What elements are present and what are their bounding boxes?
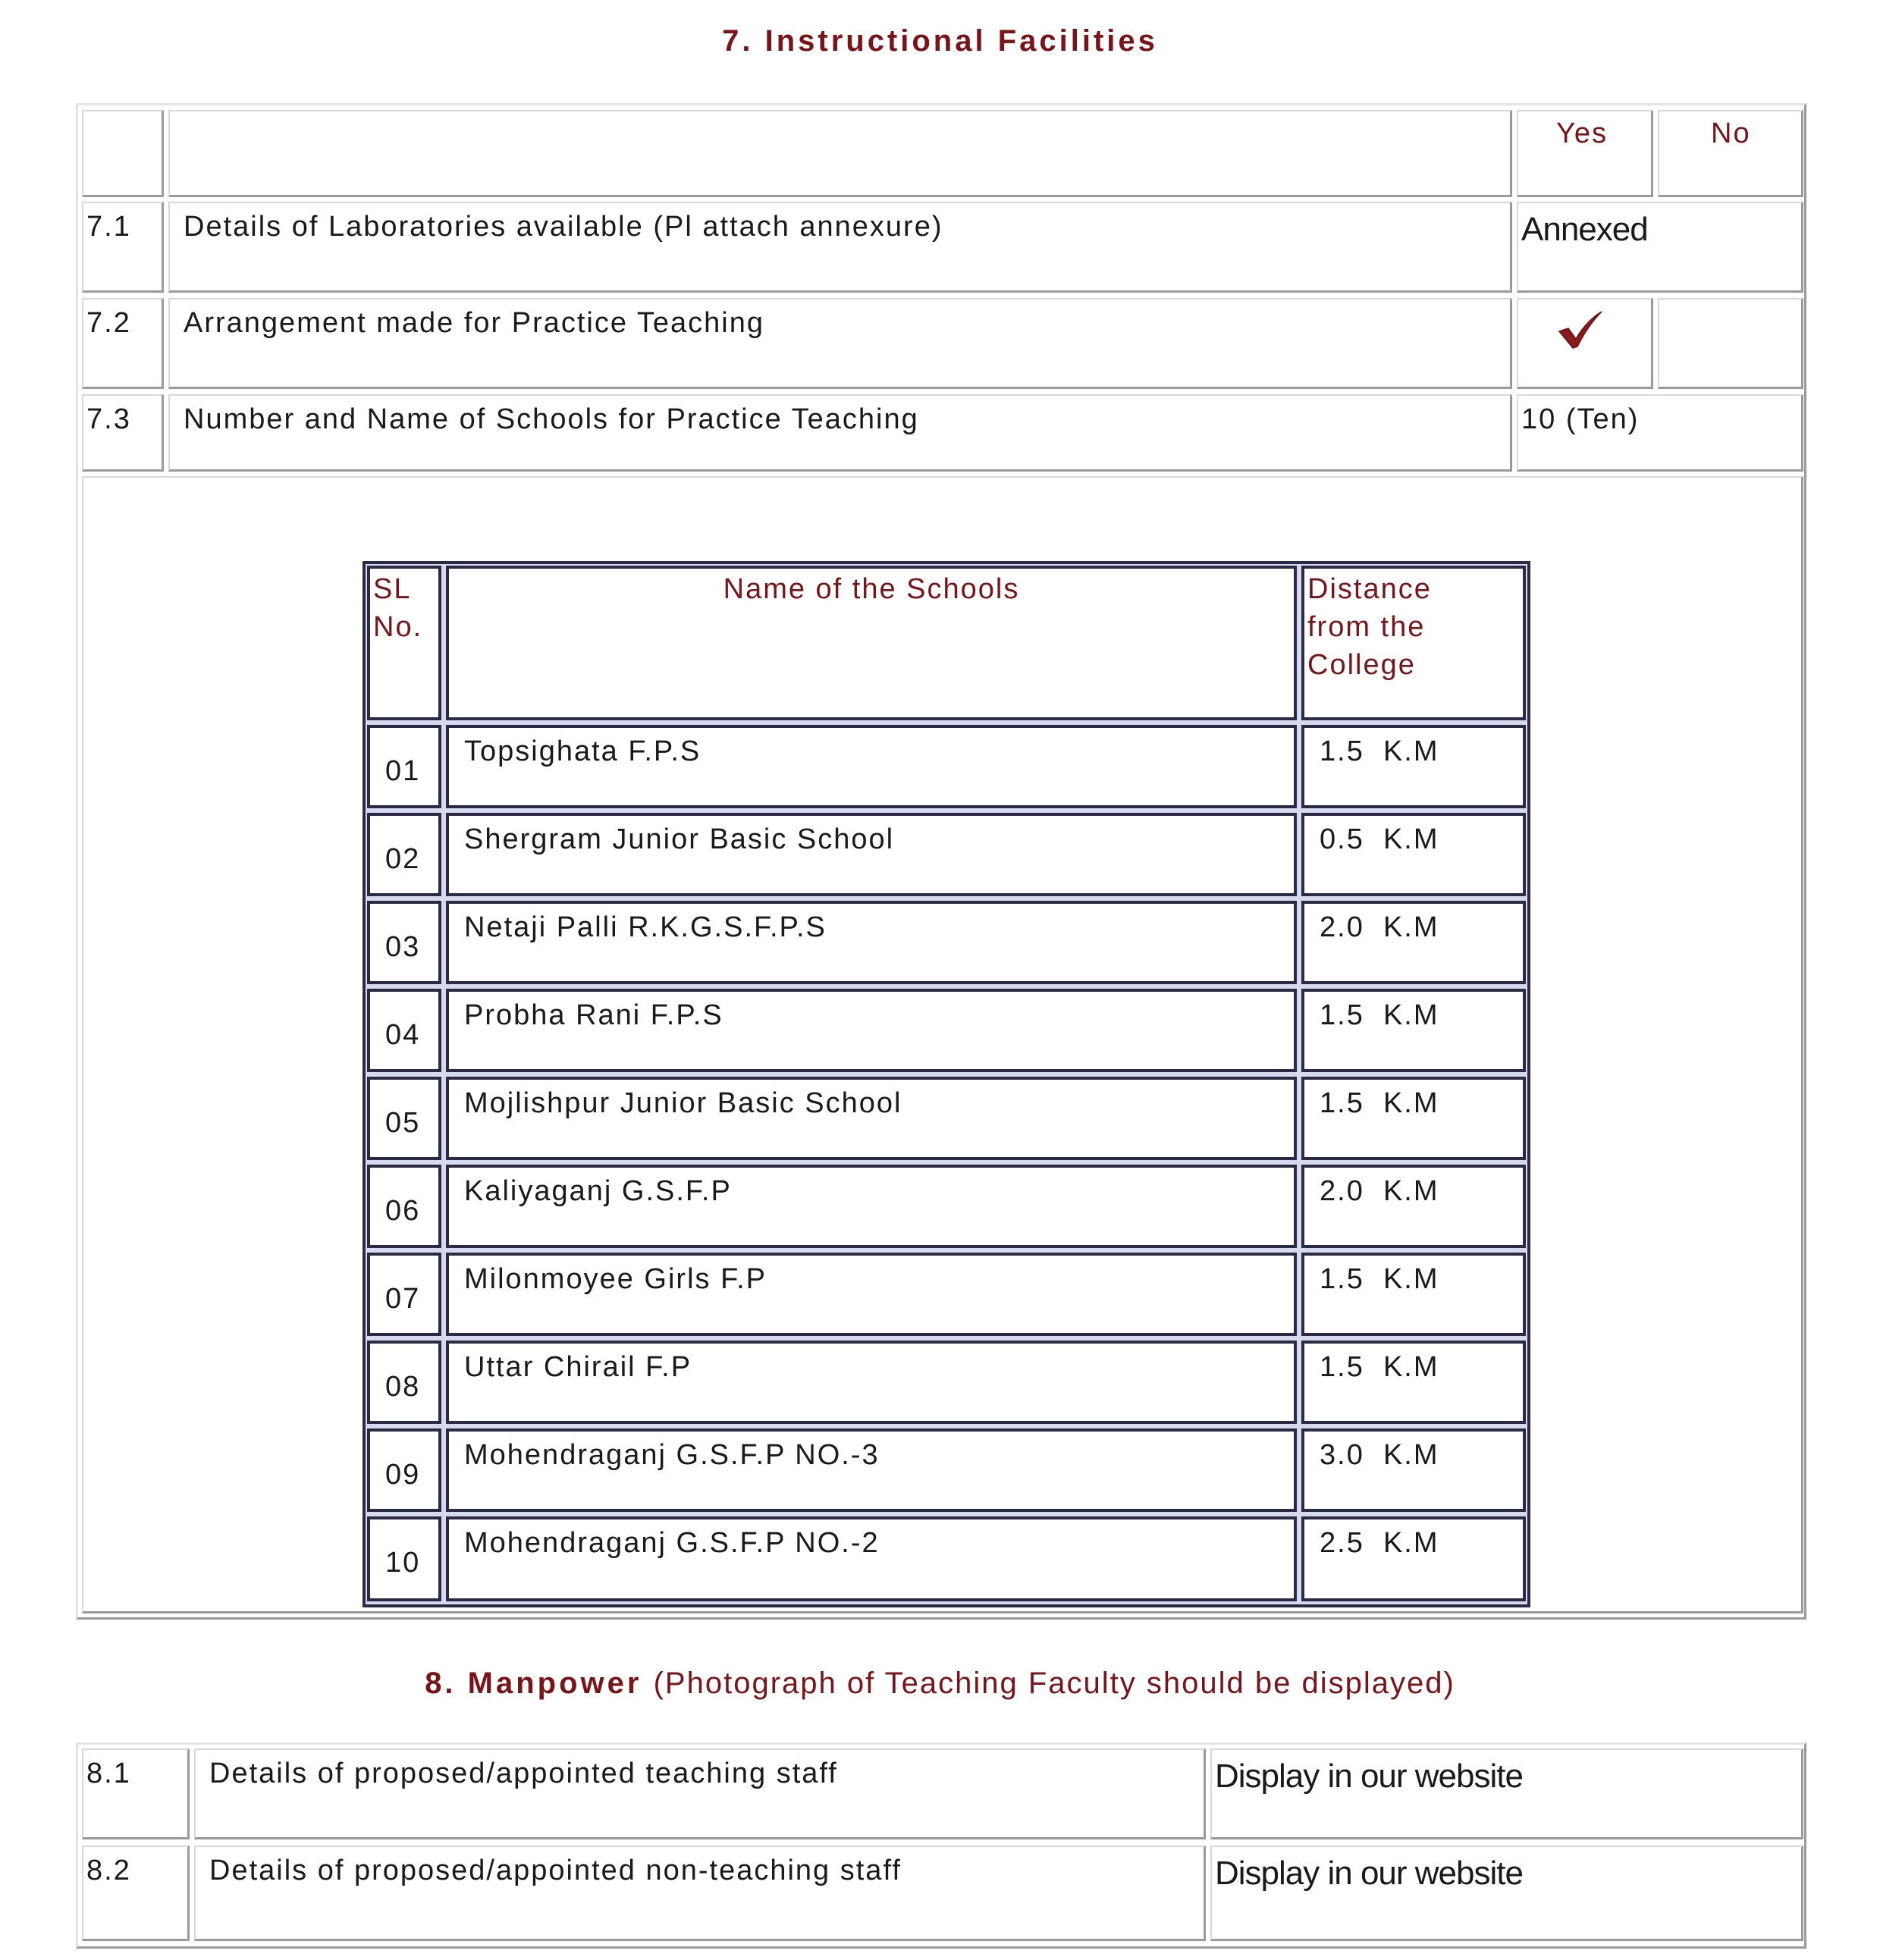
row-num: 7.3	[82, 394, 164, 472]
school-sl: 03	[367, 901, 441, 984]
header-empty-label	[168, 110, 1512, 197]
school-sl: 10	[367, 1516, 441, 1601]
header-no: No	[1658, 110, 1803, 197]
header-yes: Yes	[1517, 110, 1653, 197]
school-distance: 3.0 K.M	[1301, 1428, 1526, 1512]
section-7-title: 7. Instructional Facilities	[722, 24, 1158, 58]
school-name: Mohendraganj G.S.F.P NO.-3	[446, 1428, 1297, 1512]
school-distance: 2.5 K.M	[1301, 1516, 1526, 1601]
school-sl: 05	[367, 1077, 441, 1160]
section-8-title: 8. Manpower (Photograph of Teaching Faculty should be displayed)	[425, 1667, 1455, 1700]
school-name: Kaliyaganj G.S.F.P	[446, 1165, 1297, 1248]
row-num: 8.1	[82, 1748, 190, 1839]
school-sl: 07	[367, 1253, 441, 1336]
school-distance: 1.5 K.M	[1301, 1077, 1526, 1160]
row-label: Details of Laboratories available (Pl attach annexure)	[168, 202, 1512, 293]
row-value: Annexed	[1517, 202, 1803, 293]
row-value: Display in our website	[1210, 1748, 1803, 1839]
row-label: Number and Name of Schools for Practice Teaching	[168, 394, 1512, 472]
school-sl: 09	[367, 1428, 441, 1512]
school-sl: 08	[367, 1341, 441, 1424]
school-name: Probha Rani F.P.S	[446, 989, 1297, 1072]
school-name: Mojlishpur Junior Basic School	[446, 1077, 1297, 1160]
row-num: 7.1	[82, 202, 164, 293]
school-sl: 01	[367, 725, 441, 808]
school-distance: 1.5 K.M	[1301, 1341, 1526, 1424]
schools-header-sl: SL No.	[367, 566, 441, 720]
school-name: Shergram Junior Basic School	[446, 813, 1297, 896]
row-num: 7.2	[82, 298, 164, 389]
checkmark-icon	[1556, 310, 1605, 350]
row-label: Arrangement made for Practice Teaching	[168, 298, 1512, 389]
row-yes-cell	[1517, 298, 1653, 389]
school-distance: 1.5 K.M	[1301, 725, 1526, 808]
school-distance: 1.5 K.M	[1301, 1253, 1526, 1336]
school-distance: 2.0 K.M	[1301, 1165, 1526, 1248]
schools-header-name: Name of the Schools	[446, 566, 1297, 720]
school-name: Milonmoyee Girls F.P	[446, 1253, 1297, 1336]
school-sl: 02	[367, 813, 441, 896]
schools-header-distance: Distance from the College	[1301, 566, 1526, 720]
row-label: Details of proposed/appointed teaching staff	[194, 1748, 1206, 1839]
row-num: 8.2	[82, 1846, 190, 1941]
row-label: Details of proposed/appointed non-teaching staff	[194, 1846, 1206, 1941]
row-value: 10 (Ten)	[1517, 394, 1803, 472]
school-sl: 04	[367, 989, 441, 1072]
row-no-cell	[1658, 298, 1803, 389]
header-empty-num	[82, 110, 164, 197]
school-name: Mohendraganj G.S.F.P NO.-2	[446, 1516, 1297, 1601]
school-name: Topsighata F.P.S	[446, 725, 1297, 808]
school-sl: 06	[367, 1165, 441, 1248]
school-name: Netaji Palli R.K.G.S.F.P.S	[446, 901, 1297, 984]
school-distance: 1.5 K.M	[1301, 989, 1526, 1072]
school-distance: 0.5 K.M	[1301, 813, 1526, 896]
school-distance: 2.0 K.M	[1301, 901, 1526, 984]
row-value: Display in our website	[1210, 1846, 1803, 1941]
school-name: Uttar Chirail F.P	[446, 1341, 1297, 1424]
